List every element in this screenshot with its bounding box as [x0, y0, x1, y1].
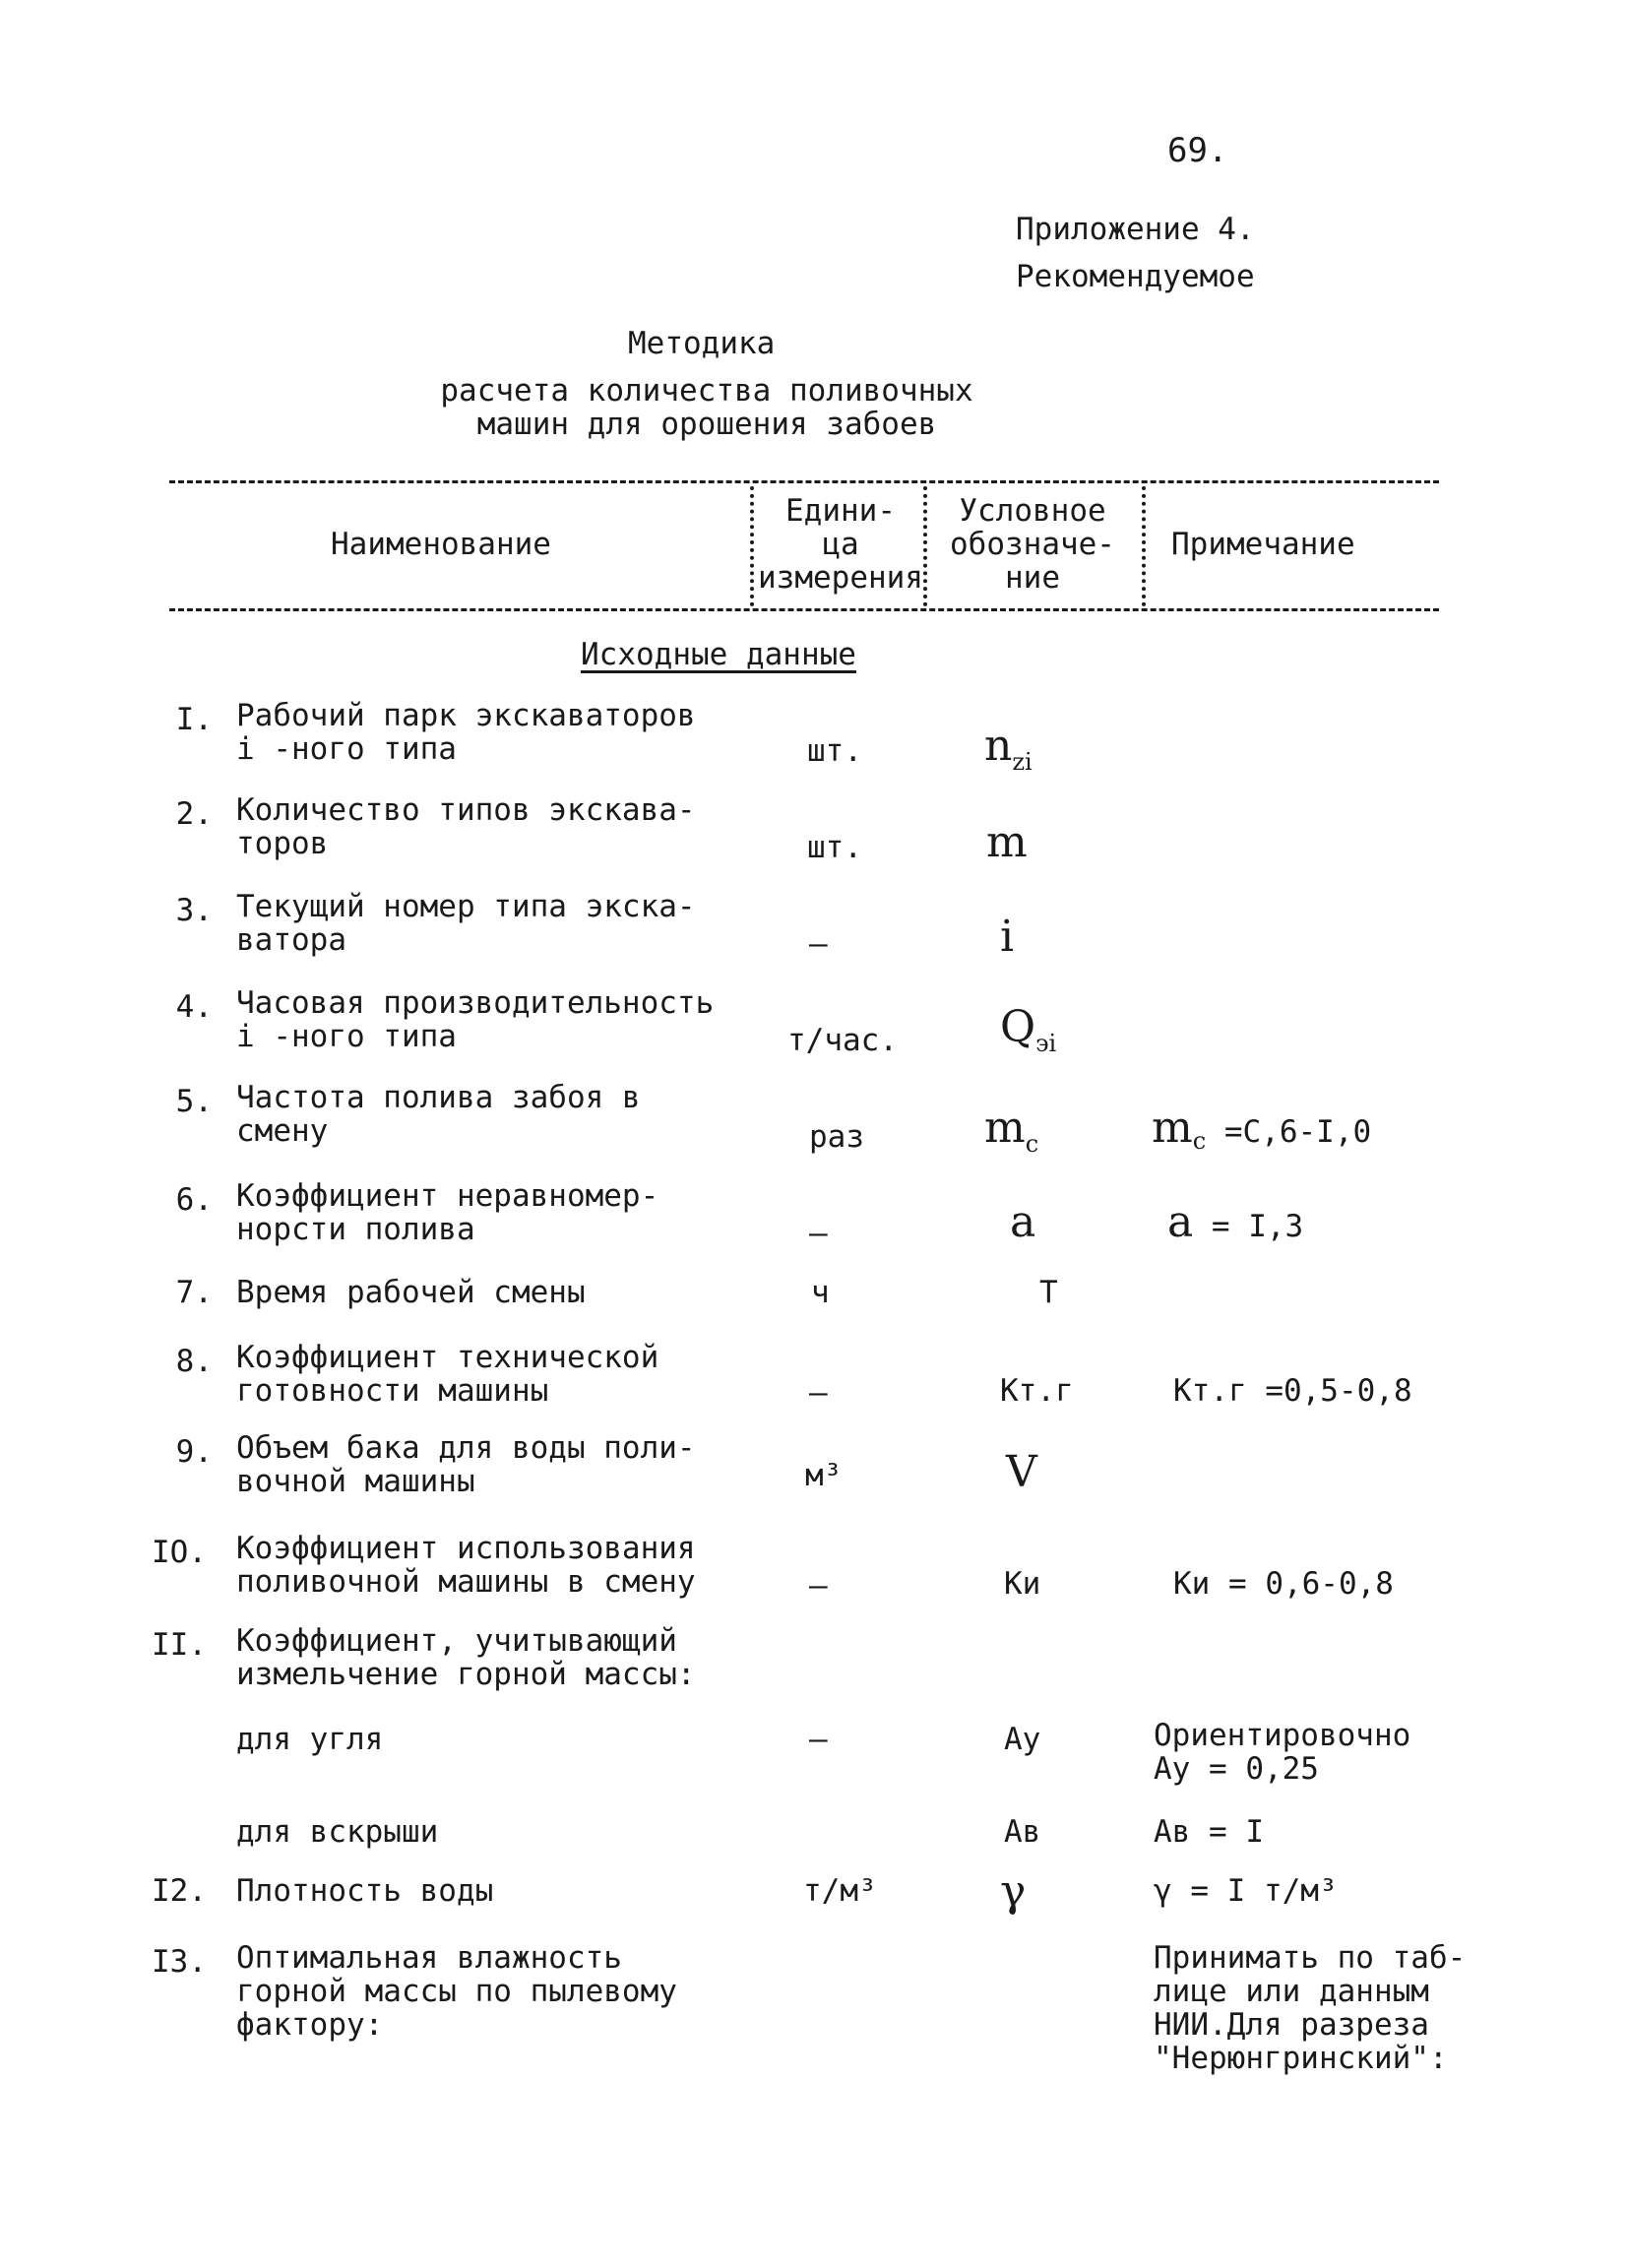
- row-name: Коэффициент использования поливочной машины в смену: [236, 1531, 696, 1600]
- row-symbol: Ав: [1004, 1814, 1041, 1850]
- row-name: Коэффициент, учитывающий измельчение горной массы:: [236, 1623, 696, 1692]
- row-name: Оптимальная влажность горной массы по пылевому фактору:: [236, 1940, 677, 2043]
- row-name: для вскрыши: [236, 1814, 439, 1850]
- row-symbol: $n_{zi}$: [984, 721, 1033, 776]
- row-note: Ки = 0,6-0,8: [1173, 1566, 1394, 1602]
- header-name: Наименование: [331, 527, 551, 562]
- row-symbol: V: [1006, 1447, 1037, 1497]
- row-unit: шт.: [807, 733, 862, 769]
- row-note: Ориентировочно Ау = 0,25: [1154, 1718, 1411, 1787]
- row-unit: шт.: [807, 830, 862, 865]
- row-name: Время рабочей смены: [236, 1275, 586, 1310]
- row-name: Частота полива забоя в смену: [236, 1080, 641, 1149]
- row-unit: –: [809, 1568, 828, 1604]
- row-note: γ = I т/м³: [1154, 1873, 1338, 1909]
- appendix-title: Приложение 4.: [1016, 212, 1255, 247]
- row-number: 5.: [175, 1084, 213, 1119]
- row-symbol: Ау: [1004, 1722, 1041, 1757]
- row-unit: раз: [809, 1119, 864, 1155]
- row-number: 8.: [175, 1344, 213, 1379]
- row-number: 6.: [175, 1182, 213, 1218]
- row-name: Часовая производительность i -ного типа: [236, 985, 715, 1054]
- row-symbol: $m_c$: [984, 1102, 1039, 1158]
- row-number: 7.: [175, 1275, 213, 1310]
- row-unit: м³: [805, 1458, 843, 1493]
- row-unit: –: [809, 1722, 828, 1757]
- row-symbol: a: [1010, 1197, 1036, 1247]
- row-number: 3.: [175, 893, 213, 928]
- row-number: I.: [175, 702, 213, 737]
- row-number: IO.: [152, 1535, 207, 1570]
- row-symbol: Ки: [1004, 1566, 1041, 1602]
- row-name: для угля: [236, 1722, 384, 1757]
- doc-subtitle: расчета количества поливочных машин для орошения забоев: [440, 373, 973, 442]
- row-name: Плотность воды: [236, 1873, 494, 1909]
- row-symbol: $Q_{эi}$: [1000, 1002, 1057, 1057]
- page-number: 69.: [1167, 131, 1228, 170]
- section-heading: Исходные данные: [581, 637, 856, 672]
- row-name: Текущий номер типа экска- ватора: [236, 889, 696, 958]
- header-bottom-rule: [169, 608, 1439, 611]
- column-separator: [1142, 486, 1146, 606]
- row-note: $m_c =С,6-I,0$: [1152, 1102, 1372, 1156]
- header-unit: Едини- ца измерения: [758, 493, 923, 596]
- header-note: Примечание: [1171, 527, 1355, 562]
- row-number: II.: [152, 1627, 207, 1663]
- header-top-rule: [169, 480, 1439, 483]
- row-name: Коэффициент технической готовности машины: [236, 1340, 659, 1409]
- row-number: 4.: [175, 989, 213, 1025]
- row-note: Принимать по таб- лице или данным НИИ.Для разреза "Нерюнгринский":: [1154, 1940, 1467, 2076]
- row-number: I3.: [152, 1944, 207, 1980]
- row-unit: –: [809, 1216, 828, 1251]
- row-name: Коэффициент неравномер- норсти полива: [236, 1178, 659, 1247]
- appendix-status: Рекомендуемое: [1016, 259, 1255, 294]
- row-unit: т/час.: [787, 1023, 898, 1058]
- row-unit: ч: [811, 1275, 830, 1310]
- row-note: Ав = I: [1154, 1814, 1264, 1850]
- row-name: Количество типов экскава- торов: [236, 792, 696, 861]
- row-unit: т/м³: [803, 1873, 877, 1909]
- row-name: Объем бака для воды поли- вочной машины: [236, 1430, 696, 1499]
- row-symbol: γ: [1000, 1866, 1027, 1917]
- row-number: 2.: [175, 796, 213, 832]
- row-symbol: Кт.г: [1000, 1373, 1074, 1409]
- row-symbol: i: [1000, 912, 1015, 962]
- row-number: I2.: [152, 1873, 207, 1909]
- row-name: Рабочий парк экскаваторов i -ного типа: [236, 698, 696, 767]
- row-unit: –: [809, 926, 828, 962]
- row-symbol: m: [986, 817, 1028, 867]
- row-number: 9.: [175, 1434, 213, 1470]
- column-separator: [750, 486, 754, 606]
- row-note: Кт.г =0,5-0,8: [1173, 1373, 1412, 1409]
- row-symbol: Т: [1039, 1275, 1058, 1310]
- doc-title: Методика: [628, 326, 776, 361]
- header-symbol: Условное обозначе- ние: [950, 493, 1115, 596]
- row-note: a = I,3: [1167, 1197, 1304, 1247]
- row-unit: –: [809, 1375, 828, 1411]
